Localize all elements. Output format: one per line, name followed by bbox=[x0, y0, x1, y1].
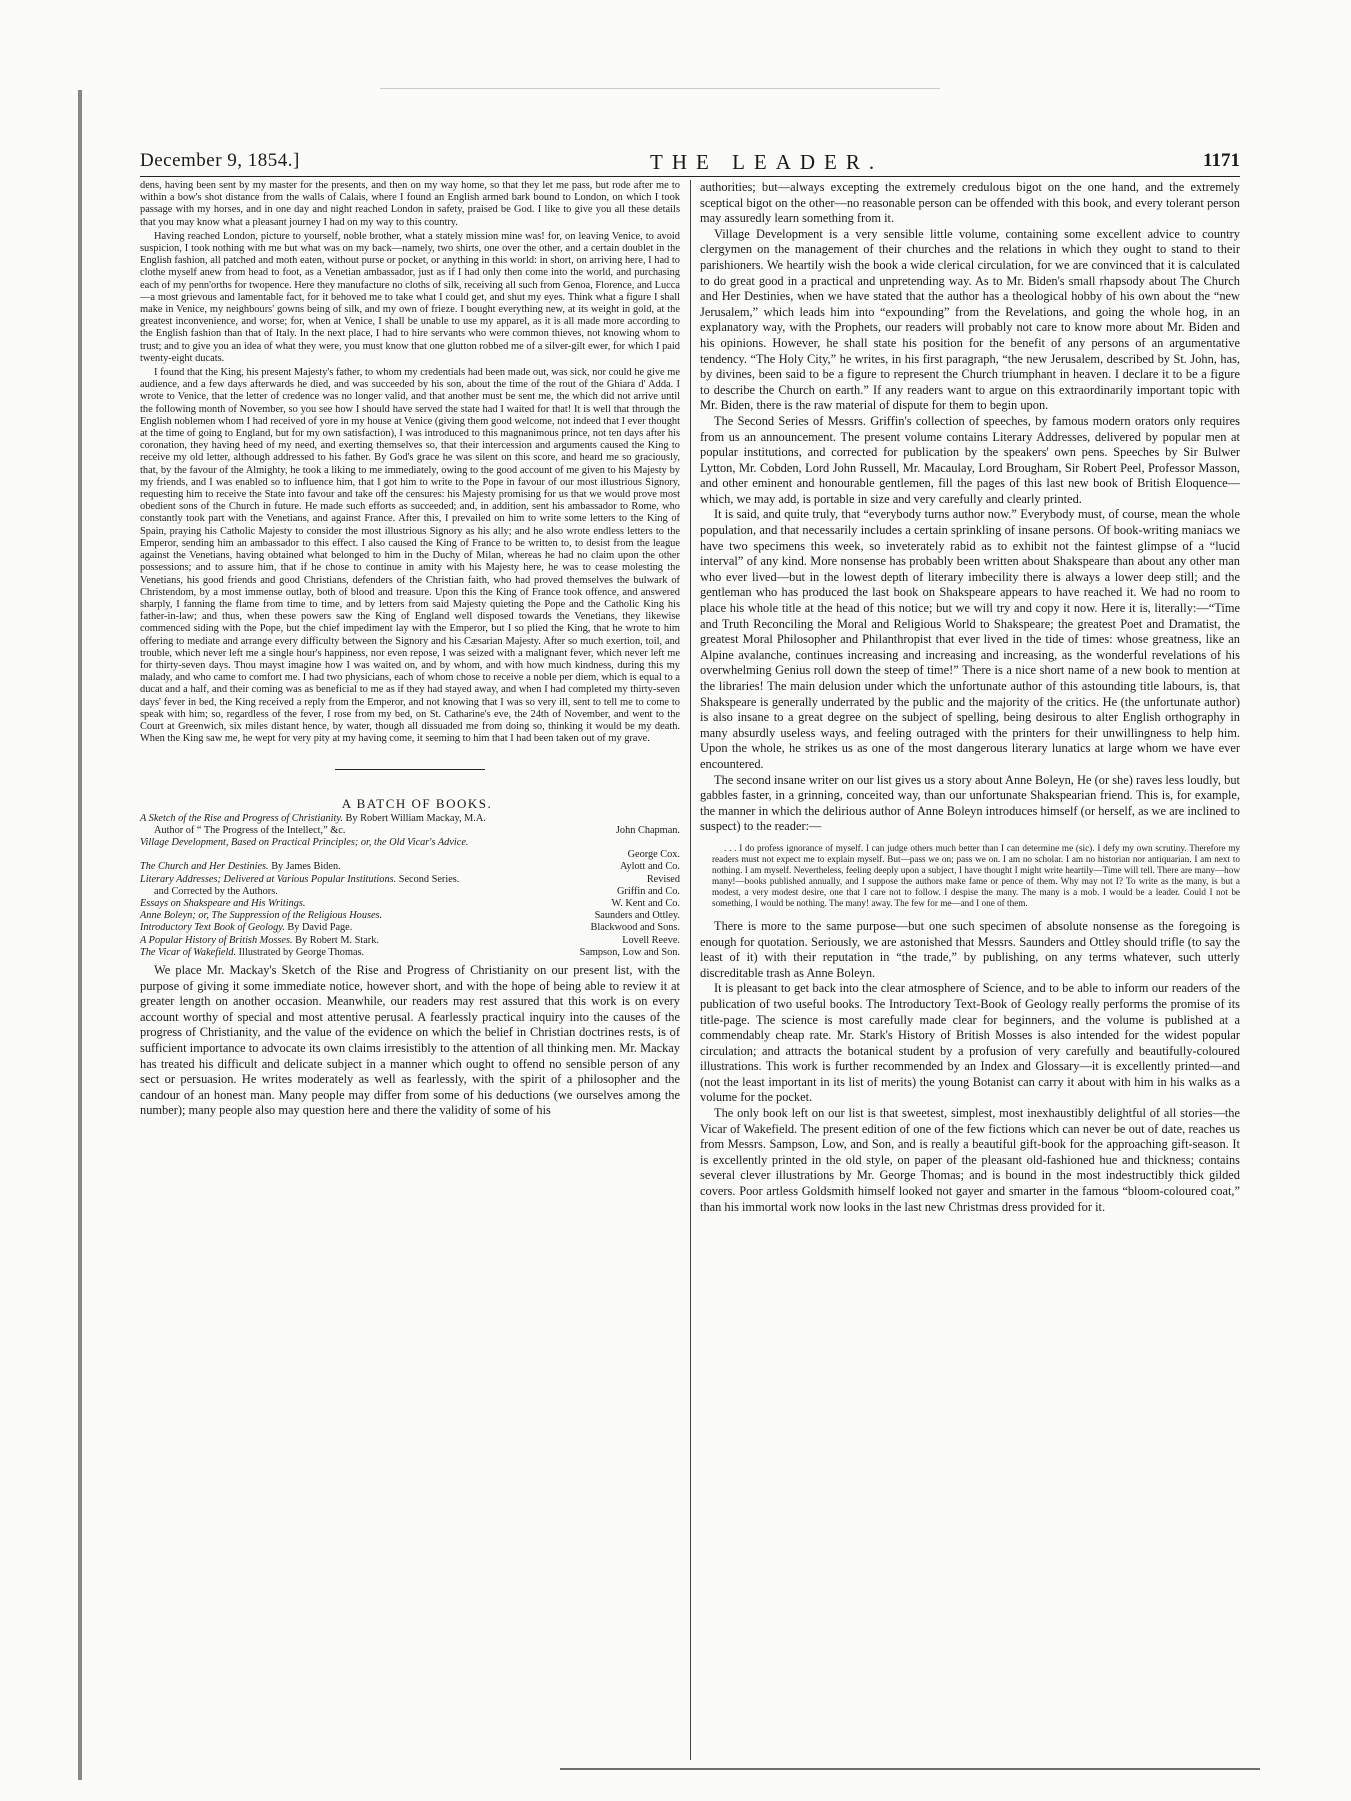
book-entry bbox=[140, 825, 680, 837]
review-continued bbox=[700, 919, 1240, 1215]
book-entry bbox=[140, 837, 680, 849]
book-title: Essays on Shakspeare and His Writings. bbox=[140, 897, 306, 909]
book-publisher: Saunders and Ottley. bbox=[594, 910, 680, 922]
book-entry bbox=[140, 874, 680, 886]
paragraph: authorities; but—always excepting the extremely credulous bigot on the one hand, and the extremely sceptical bigot on the other—no reasonable person can be offended with this book, and every tolerant person may assuredly learn something from it. bbox=[700, 180, 1240, 226]
quote-text: . . . I do profess ignorance of myself. I can judge others much better than I can determine me (sic). I defy my own scrutiny. Therefore my readers must not expect me to explain myself. But—pass we on; pass we on. I am no scholar. I am no historian nor antiquarian. I am next to nothing. I am myself. Nevertheless, feeling deeply upon a subject, I have thought I might write heartily—Time will tell. There are many—how many!—books published annually, and I suppose the authors make fame or pence of them. Why may not I? To write as the many, is but a modest, a very modest desire, one that I care not to follow. I despise the many. The many is a mob. I would be a leader. Could I not be something, I would be nothing. The many! away. The few for me—and I one of them. bbox=[712, 842, 1240, 908]
book-entry bbox=[140, 935, 680, 947]
book-author: By Robert William Mackay, M.A. bbox=[345, 812, 486, 824]
book-title: A Popular History of British Mosses. bbox=[140, 934, 293, 946]
paragraph: Having reached London, picture to yourself, noble brother, what a stately mission mine was! for, on leaving Venice, to avoid suspicion, I took nothing with me but what was on my back—namely, two shirts, one over the other, and a certain doublet in the English fashion, all patched and moth eaten, without purse or pocket, or anything in this world: in short, on arriving here, I had to clothe myself anew from head to foot, as a Venetian ambassador, just as if I had only then come into the world, and purchasing each of my penn'orths for twopence. Here they manufacture no cloths of silk, receiving all such from Genoa, Florence, and Lucca—a most grievous and lamentable fact, for it behoved me to take what I could get, and shut my eyes. Think what a figure I shall make in Venice, my neighbours' gowns being of silk, and my own of frieze. I bought everything new, at its weight in gold, at the greatest inconvenience, and worse; for, when at Venice, I shall be unable to use my apparel, as it is all made more according to the English fashion than that of Italy. In the next place, I had to hire servants who were common thieves, not knowing whom to trust; and to give you an idea of what they were, you must know that one glutton robbed me of a silver-gilt ewer, for which I paid twenty-eight ducats. bbox=[140, 230, 680, 364]
book-entry bbox=[140, 813, 680, 825]
book-title: The Vicar of Wakefield. bbox=[140, 946, 237, 958]
book-title: Author of “ The Progress of the Intellect,” &c. bbox=[154, 824, 346, 836]
block-quote bbox=[700, 843, 1240, 909]
book-title: Literary Addresses; Delivered at Various Popular Institutions. bbox=[140, 873, 397, 885]
book-title: Village Development, Based on Practical Principles; or, the Old Vicar's Advice. bbox=[140, 836, 469, 848]
book-entry bbox=[140, 886, 680, 898]
bottom-rule bbox=[560, 1768, 1260, 1770]
paragraph: There is more to the same purpose—but one such specimen of absolute nonsense as the foregoing is enough for quotation. Seriously, we are astonished that Messrs. Saunders and Ottley should trifle (to say the least of it) with their reputation in “the trade,” by publishing, on any terms whatever, such utterly discreditable trash as Anne Boleyn. bbox=[700, 918, 1240, 980]
book-author: Second Series. bbox=[398, 873, 460, 885]
binding-edge bbox=[78, 90, 82, 1780]
book-publisher: John Chapman. bbox=[615, 824, 680, 836]
book-publisher: Sampson, Low and Son. bbox=[579, 946, 680, 958]
book-publisher: Lovell Reeve. bbox=[622, 934, 680, 946]
book-title: The Church and Her Destinies. bbox=[140, 861, 269, 873]
review-continued bbox=[700, 180, 1240, 835]
paragraph: The second insane writer on our list gives us a story about Anne Boleyn, He (or she) raves less loudly, but gabbles faster, in a grinning, conceited way, than our unfortunate Shakspearian friend. This is, for example, the manner in which the delirious author of Anne Boleyn introduces himself (or herself, as we are inclined to suspect) to the reader:— bbox=[700, 772, 1240, 834]
scan-mark bbox=[380, 88, 940, 89]
book-entry bbox=[140, 910, 680, 922]
header-rule bbox=[140, 176, 1240, 177]
section-heading: A BATCH OF BOOKS. bbox=[341, 796, 493, 812]
book-entry bbox=[140, 947, 680, 959]
book-entry bbox=[140, 922, 680, 934]
page-number: 1171 bbox=[1203, 150, 1240, 171]
book-list bbox=[140, 813, 680, 959]
paragraph: The only book left on our list is that sweetest, simplest, most inexhaustibly delightful of all stories—the Vicar of Wakefield. The present edition of one of the few fictions which can never be out of date, reaches us from Messrs. Sampson, Low, and Son, and is really a beautiful gift-book for the approaching gift-season. It is excellently printed in the old style, on paper of the pleasant old-fashioned hue and thickness; contains several clever illustrations by Mr. George Thomas; and is bound in the most indestructibly thick gilded covers. Poor artless Goldsmith himself looked not gayer and smarter in the famous “bloom-coloured coat,” than his immortal work now looks in the last new Christmas dress provided for it. bbox=[700, 1106, 1240, 1214]
book-entry bbox=[140, 861, 680, 873]
book-publisher: Blackwood and Sons. bbox=[590, 922, 680, 934]
paragraph: It is pleasant to get back into the clear atmosphere of Science, and to be able to inform our readers of the publication of two useful books. The Introductory Text-Book of Geology really performs the promise of its title-page. The science is most carefully made clear for beginners, and the volume is published at a commendably cheap rate. Mr. Stark's History of British Mosses is also intended for the widest popular circulation; and attracts the botanical student by a profusion of very carefully and beautifully-coloured illustrations. This work is further recommended by an Index and Glossary—it is excellently printed—and (not the least important in its list of merits) the young Botanist can carry it about with him in his walks as a volume for the pocket. bbox=[700, 981, 1240, 1105]
paragraph: Village Development is a very sensible little volume, containing some excellent advice to country clergymen on the management of their churches and the relations in which they ought to stand to their parishioners. We heartily wish the book a wide clerical circulation, for we are convinced that it is calculated to do great good in a practical and unpretending way. As to Mr. Biden's small rhapsody about The Church and Her Destinies, when we have stated that the author has a theological hobby of his own about the “new Jerusalem,” which leads him into “expounding” from the Revelations, and going the whole hog, in an explanatory way, with the Prophets, our readers will probably not care to know more about Mr. Biden and his opinions. However, he shall state his position for the benefit of any persons of an argumentative tendency. “The Holy City,” he writes, in his first paragraph, “the new Jerusalem, described by St. John, has, by divines, been said to be a figure to represent the Church triumphant in heaven. I declare it to be a figure to describe the Church on earth.” If any readers want to argue on this extraordinarily important topic with Mr. Biden, there is the raw material of dispute for them to begin upon. bbox=[700, 226, 1240, 413]
header-date: December 9, 1854.] bbox=[140, 150, 300, 171]
book-author: By James Biden. bbox=[271, 861, 341, 873]
book-author: By David Page. bbox=[287, 922, 353, 934]
page-header bbox=[140, 150, 1240, 176]
book-author: By Robert M. Stark. bbox=[295, 934, 379, 946]
book-title: A Sketch of the Rise and Progress of Christianity. bbox=[140, 812, 343, 824]
book-entry bbox=[140, 898, 680, 910]
book-title: Introductory Text Book of Geology. bbox=[140, 922, 285, 934]
book-title: Anne Boleyn; or, The Suppression of the Religious Houses. bbox=[140, 910, 383, 922]
book-title: and Corrected by the Authors. bbox=[154, 885, 278, 897]
paragraph: We place Mr. Mackay's Sketch of the Rise and Progress of Christianity on our present list, with the purpose of giving it some immediate notice, however short, and with the hope of being able to review it at greater length on another occasion. Meanwhile, our readers may rest assured that this work is on every account worthy of special and most attentive perusal. A fearlessly practical inquiry into the causes of the progress of Christianity, and the value of the evidence on which the belief in Christian doctrines rests, is of sufficient importance to advocate its own claims irresistibly to the attention of all thinking men. Mr. Mackay has treated his difficult and delicate subject in a manner which ought to offend no sensible person of any sect or persuasion. He writes moderately as well as fearlessly, with the spirit of a philosopher and the candour of an honest man. Many people may differ from some of his deductions (we ourselves among the number); many people also may question here and there the validity of some of his bbox=[140, 962, 680, 1118]
section-divider bbox=[335, 769, 485, 770]
book-publisher: Griffin and Co. bbox=[616, 885, 680, 897]
book-publisher: Revised bbox=[646, 873, 680, 885]
left-column bbox=[140, 180, 680, 1119]
paragraph: It is said, and quite truly, that “everybody turns author now.” Everybody must, of course, mean the whole population, and that necessarily includes a certain sprinkling of insane persons. Of book-writing maniacs we have two specimens this week, so inveterately rabid as to exhibit not the faintest glimpse of a “lucid interval” of any kind. More nonsense has probably been written about Shakspeare than about any other man who ever lived—but in the lowest depth of literary imbecility there is always a lower deep still; and the gentleman who has produced the last book on Shakspeare appears to have reached it. We had no room to place his whole title at the head of this notice; but we will try and copy it now. Here it is, literally:—“Time and Truth Reconciling the Moral and Religious World to Shakspeare; the greatest Poet and Dramatist, the greatest Moral Philosopher and Philanthropist that ever lived in the tide of times: whose greatness, like an Alpine avalanche, continues increasing and increasing and increasing, as the wonderful revelations of his overwhelming Genius roll down the steep of time!” There is a nice short name of a new book to mention at the libraries! The main delusion under which the unfortunate author of this astounding title labours, is, that Shakspeare is generally underrated by the public and the majority of the critics. He (the unfortunate author) is also insane to a great degree on the subject of spelling, being desirous to alter English orthography in many absurdly useless ways, and feeling outraged with the printers for their unwillingness to help him. Upon the whole, he strikes us as one of the most dangerous literary lunatics at large whom we have ever encountered. bbox=[700, 507, 1240, 771]
book-publisher: Aylott and Co. bbox=[620, 861, 680, 873]
review-body bbox=[140, 963, 680, 1119]
masthead-title: THE LEADER. bbox=[650, 150, 884, 174]
paragraph: dens, having been sent by my master for the presents, and then on my way home, so that they let me pass, but rode after me to within a bow's shot distance from the walls of Calais, where I found an English armed bark bound to London, on which I took passage with my horses, and in one day and night reached London in safety, praised be God. I like to give you all these details that you may know what a pleasant journey I had on my way to this country. bbox=[140, 180, 680, 228]
right-column bbox=[700, 180, 1240, 1215]
paragraph: I found that the King, his present Majesty's father, to whom my credentials had been made out, was sick, nor could he give me audience, and a few days afterwards he died, and was succeeded by his son, about the time of the rout of the Ghiara d' Adda. I wrote to Venice, that the letter of credence was no longer valid, and that another must be sent me, the which did not arrive until the following month of November, so you see how I should have served the state had I waited for that! It is well that through the English noblemen whom I had received of yore in my house at Venice (giving them good welcome, not indeed that I ever thought at the time of going to England, but for my own satisfaction), I was introduced to this magnanimous prince, not ten days after his coronation, they having heed of my need, and exerting themselves so, that their intercession and arguments caused the King to receive my old letter, although addressed to his father. By God's grace he was silent on this score, and heard me so graciously, that, by the favour of the Almighty, he took a liking to me immediately, owing to the good account of me given to his Majesty by my friends, and I was enabled so to influence him, that I got him to write to the Pope in favour of our most illustrious Signory, requesting him to receive the State into favour and take off the censures: his Majesty promising for us that we would prove most obedient sons of the Church in future. He made such efforts as succeeded; and, in addition, sent his ambassador to Rome, who constantly took part with the Venetians, and against France. After this, I prevailed on him to write some letters to the King of Spain, praying his Catholic Majesty to consider the most illustrious Signory as his ally; and he also wrote endless letters to the Emperor, sending him an ambassador to this effect. I also caused the King of France to be written to, to desist from the league against the Venetians, having obtained what belonged to him in the Duchy of Milan, whereas he had no claim upon the other possessions; and to assure him, that if he chose to continue in amity with his Majesty here, he was to cease molesting the Venetians, his good friends and good Christians, defenders of the Christian faith, who had proved themselves the bulwark of Christendom, by a most immense outlay, both of blood and treasure. Upon this the King of France took offence, and answered sharply, I fanning the flame from time to time, and by letters from said Majesty quieting the Pope and the Catholic King his father-in-law; and thus, when these powers saw the King of England well disposed towards the Venetians, they likewise commenced siding with the Pope, but the chief impediment lay with the Emperor, but I so plied the King, that he wrote to him offering to mediate and arrange every difficulty between the Signory and his Cæsarian Majesty. After so much exertion, toil, and trouble, which never left me a single hour's happiness, nor even repose, I was seized with a malignant fever, which never left me for thirty-seven days. Thou mayst imagine how I was waited on, and by whom, and with how much kindness, during this my malady, and who came to comfort me. I had two physicians, each of whom chose to receive a noble per diem, which is equal to a ducat and a half, and their coming was as beneficial to me as if they had stayed away, and when I had completed my thirty-seven days' fever in bed, the King received a reply from the Emperor, and not knowing that I was so very ill, sent to tell me to come to speak with him; so, regardless of the fever, I rose from my bed, on St. Catharine's eve, the 24th of November, and went to the Court at Greenwich, six miles distant hence, by water, though all dissuaded me from doing so, thinking it would be my death. When the King saw me, he wept for very pity at my having come, it seeming to him that I had been taken out of my grave. bbox=[140, 367, 680, 745]
column-rule bbox=[690, 180, 691, 1760]
book-author: Illustrated by George Thomas. bbox=[238, 946, 365, 958]
book-publisher: W. Kent and Co. bbox=[611, 897, 680, 909]
paragraph: The Second Series of Messrs. Griffin's collection of speeches, by famous modern orators only requires from us an announcement. The present volume contains Literary Addresses, delivered by popular men at popular institutions, and corrected for publication by the speakers' own pens. Speeches by Sir Bulwer Lytton, Mr. Cobden, Lord John Russell, Mr. Macaulay, Lord Brougham, Sir Robert Peel, Professor Masson, and other eminent and honourable gentlemen, fill the pages of this last new book of British Eloquence—which, we may add, is portable in size and very carefully and clearly printed. bbox=[700, 413, 1240, 506]
book-publisher: George Cox. bbox=[627, 849, 680, 861]
